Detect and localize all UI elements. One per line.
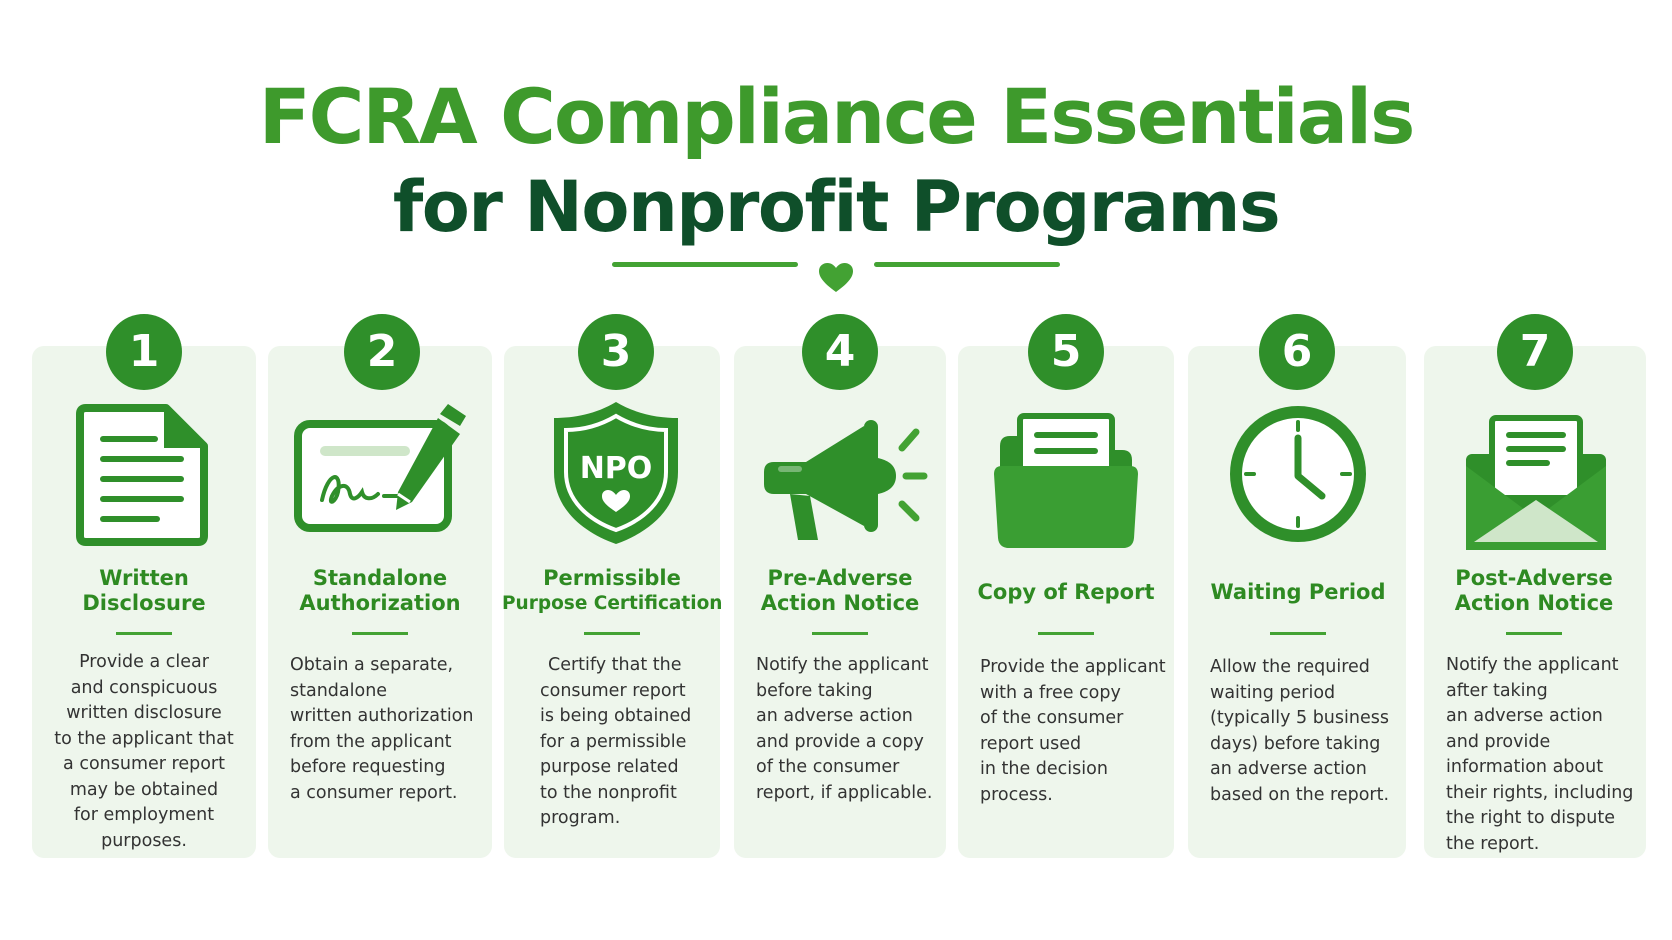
step-title: Written Disclosure bbox=[82, 566, 206, 615]
step-title: Post-Adverse Action Notice bbox=[1454, 566, 1614, 615]
step-title: Pre-Adverse Action Notice bbox=[760, 566, 920, 615]
shield-icon bbox=[536, 398, 696, 548]
step-number-badge: 6 bbox=[1259, 314, 1335, 390]
document-icon bbox=[64, 400, 224, 550]
title-underline bbox=[584, 632, 640, 635]
folder-icon bbox=[986, 410, 1146, 560]
divider-right bbox=[874, 262, 1060, 267]
step-description: Obtain a separate, standalone written authorization from the applicant before requesting a consumer report. bbox=[290, 655, 474, 803]
step-number-badge: 5 bbox=[1028, 314, 1104, 390]
step-description: Certify that the consumer report is being obtained for a permissible purpose related to the nonprofit program. bbox=[540, 655, 692, 828]
envelope-icon bbox=[1456, 414, 1616, 564]
step-number-badge: 4 bbox=[802, 314, 878, 390]
step-title: Standalone Authorization bbox=[299, 566, 461, 615]
step-description: Provide a clear and conspicuous written disclosure to the applicant that a consumer report may be obtained for employment purposes. bbox=[54, 652, 234, 851]
title-line-1: FCRA Compliance Essentials bbox=[258, 72, 1414, 161]
clock-icon bbox=[1218, 398, 1378, 548]
title-underline bbox=[1270, 632, 1326, 635]
signature-pen-icon bbox=[288, 402, 474, 552]
step-description: Notify the applicant before taking an adverse action and provide a copy of the consumer report, if applicable. bbox=[756, 655, 933, 803]
divider-left bbox=[612, 262, 798, 267]
step-title: Permissible Purpose Certification bbox=[502, 566, 723, 614]
title-underline bbox=[352, 632, 408, 635]
title-underline bbox=[116, 632, 172, 635]
step-number-badge: 1 bbox=[106, 314, 182, 390]
title-underline bbox=[1506, 632, 1562, 635]
step-number-badge: 7 bbox=[1497, 314, 1573, 390]
step-title: Waiting Period bbox=[1210, 580, 1386, 604]
svg-text:NPO: NPO bbox=[579, 451, 653, 486]
step-title: Copy of Report bbox=[977, 580, 1155, 604]
step-description: Provide the applicant with a free copy of the consumer report used in the decision process. bbox=[980, 657, 1166, 805]
step-number-badge: 3 bbox=[578, 314, 654, 390]
step-description: Allow the required waiting period (typically 5 business days) before taking an adverse action based on the report. bbox=[1210, 657, 1390, 805]
title-underline bbox=[812, 632, 868, 635]
title-line-2: for Nonprofit Programs bbox=[392, 166, 1280, 248]
megaphone-icon bbox=[756, 404, 930, 554]
step-number-badge: 2 bbox=[344, 314, 420, 390]
step-description: Notify the applicant after taking an adverse action and provide information about their rights, including the right to dispute the report. bbox=[1446, 655, 1634, 854]
title-underline bbox=[1038, 632, 1094, 635]
heart-icon bbox=[818, 262, 854, 294]
